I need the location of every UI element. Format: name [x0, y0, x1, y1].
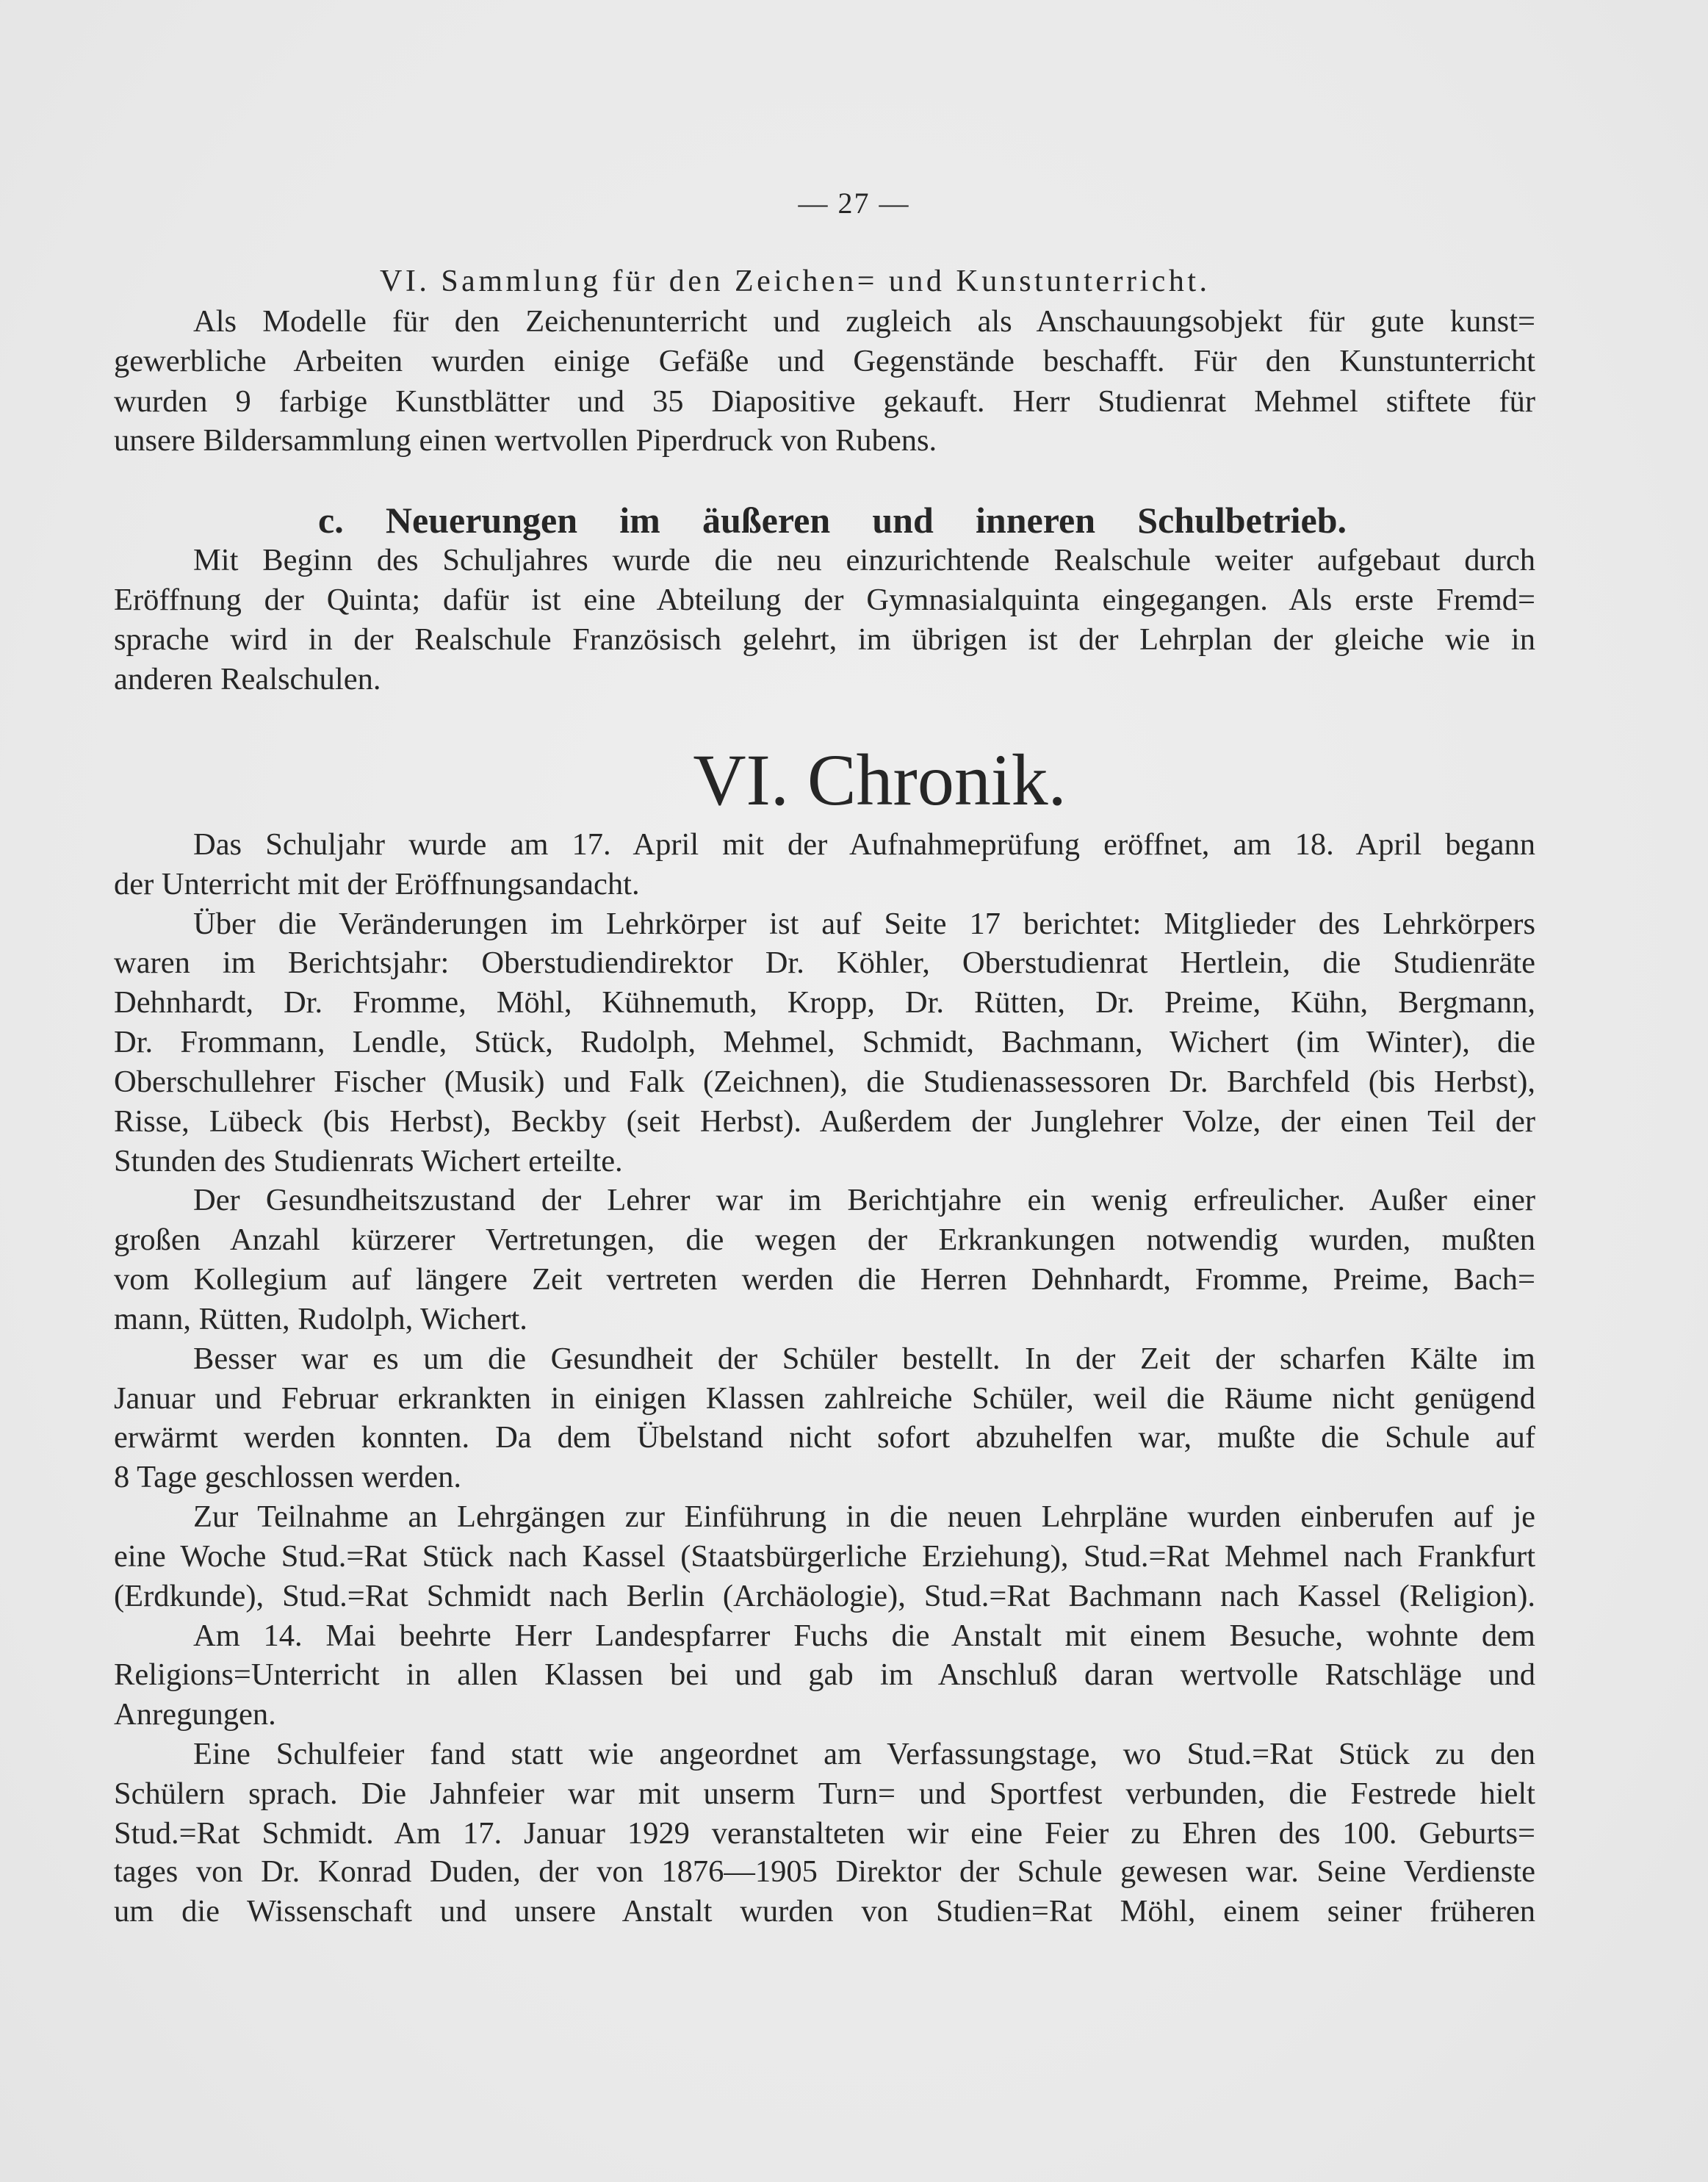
section-heading: VI. Sammlung für den Zeichen= und Kunstunterricht.: [380, 264, 1211, 298]
text-line: anderen Realschulen.: [114, 662, 381, 696]
text-line: Dehnhardt, Dr. Fromme, Möhl, Kühnemuth, Kropp, Dr. Rütten, Dr. Preime, Kühn, Bergmann,: [114, 985, 1535, 1020]
text-line: Mit Beginn des Schuljahres wurde die neu einzurichtende Realschule weiter aufgebaut durch: [193, 543, 1535, 577]
text-line: Eröffnung der Quinta; dafür ist eine Abteilung der Gymnasialquinta eingegangen. Als erste Fremd=: [114, 583, 1535, 617]
text-line: erwärmt werden konnten. Da dem Übelstand nicht sofort abzuhelfen war, mußte die Schule auf: [114, 1420, 1535, 1455]
text-line: gewerbliche Arbeiten wurden einige Gefäße und Gegenstände beschafft. Für den Kunstunterricht: [114, 344, 1535, 378]
text-line: wurden 9 farbige Kunstblätter und 35 Diapositive gekauft. Herr Studienrat Mehmel stiftete für: [114, 384, 1535, 419]
text-line: vom Kollegium auf längere Zeit vertreten werden die Herren Dehnhardt, Fromme, Preime, Bach=: [114, 1262, 1535, 1297]
text-line: unsere Bildersammlung einen wertvollen Piperdruck von Rubens.: [114, 423, 937, 458]
text-line: 8 Tage geschlossen werden.: [114, 1460, 462, 1494]
text-line: Der Gesundheitszustand der Lehrer war im Berichtjahre ein wenig erfreulicher. Außer einer: [193, 1183, 1535, 1217]
text-line: um die Wissenschaft und unsere Anstalt wurden von Studien=Rat Möhl, einem seiner früheren: [114, 1894, 1535, 1929]
text-line: Risse, Lübeck (bis Herbst), Beckby (seit Herbst). Außerdem der Junglehrer Volze, der einen Teil der: [114, 1104, 1535, 1139]
text-line: Oberschullehrer Fischer (Musik) und Falk (Zeichnen), die Studienassessoren Dr. Barchfeld (bis Herbst),: [114, 1065, 1535, 1099]
text-line: großen Anzahl kürzerer Vertretungen, die wegen der Erkrankungen notwendig wurden, mußten: [114, 1223, 1535, 1257]
text-line: Das Schuljahr wurde am 17. April mit der Aufnahmeprüfung eröffnet, am 18. April begann: [193, 827, 1535, 862]
text-line: sprache wird in der Realschule Französisch gelehrt, im übrigen ist der Lehrplan der gleiche wie in: [114, 622, 1535, 657]
text-line: Eine Schulfeier fand statt wie angeordnet am Verfassungstage, wo Stud.=Rat Stück zu den: [193, 1737, 1535, 1771]
page-number: — 27 —: [798, 187, 910, 220]
text-line: Schülern sprach. Die Jahnfeier war mit unserm Turn= und Sportfest verbunden, die Festrede hielt: [114, 1776, 1535, 1811]
text-line: waren im Berichtsjahr: Oberstudiendirektor Dr. Köhler, Oberstudienrat Hertlein, die Studienräte: [114, 946, 1535, 980]
text-line: Stunden des Studienrats Wichert erteilte.: [114, 1144, 623, 1178]
text-line: der Unterricht mit der Eröffnungsandacht.: [114, 867, 640, 901]
text-line: Januar und Februar erkrankten in einigen Klassen zahlreiche Schüler, weil die Räume nicht genügend: [114, 1381, 1535, 1416]
chapter-heading: VI. Chronik.: [693, 739, 1067, 821]
text-line: Zur Teilnahme an Lehrgängen zur Einführung in die neuen Lehrpläne wurden einberufen auf je: [193, 1499, 1535, 1534]
text-line: tages von Dr. Konrad Duden, der von 1876—1905 Direktor der Schule gewesen war. Seine Verdienste: [114, 1854, 1535, 1889]
text-line: Als Modelle für den Zeichenunterricht und zugleich als Anschauungsobjekt für gute kunst=: [193, 304, 1535, 339]
text-line: Stud.=Rat Schmidt. Am 17. Januar 1929 veranstalteten wir eine Feier zu Ehren des 100. Geburts=: [114, 1816, 1535, 1851]
text-line: eine Woche Stud.=Rat Stück nach Kassel (Staatsbürgerliche Erziehung), Stud.=Rat Mehmel nach Frankfurt: [114, 1539, 1535, 1574]
text-line: Über die Veränderungen im Lehrkörper ist auf Seite 17 berichtet: Mitglieder des Lehrkörpers: [193, 907, 1535, 941]
text-line: mann, Rütten, Rudolph, Wichert.: [114, 1302, 527, 1336]
text-line: (Erdkunde), Stud.=Rat Schmidt nach Berlin (Archäologie), Stud.=Rat Bachmann nach Kassel (Religion).: [114, 1579, 1535, 1613]
text-line: Anregungen.: [114, 1697, 276, 1732]
text-line: Religions=Unterricht in allen Klassen bei und gab im Anschluß daran wertvolle Ratschläge und: [114, 1657, 1535, 1692]
text-line: Am 14. Mai beehrte Herr Landespfarrer Fuchs die Anstalt mit einem Besuche, wohnte dem: [193, 1619, 1535, 1653]
subsection-heading: c. Neuerungen im äußeren und inneren Schulbetrieb.: [318, 500, 1347, 541]
text-line: Dr. Frommann, Lendle, Stück, Rudolph, Mehmel, Schmidt, Bachmann, Wichert (im Winter), die: [114, 1025, 1535, 1059]
text-line: Besser war es um die Gesundheit der Schüler bestellt. In der Zeit der scharfen Kälte im: [193, 1342, 1535, 1376]
